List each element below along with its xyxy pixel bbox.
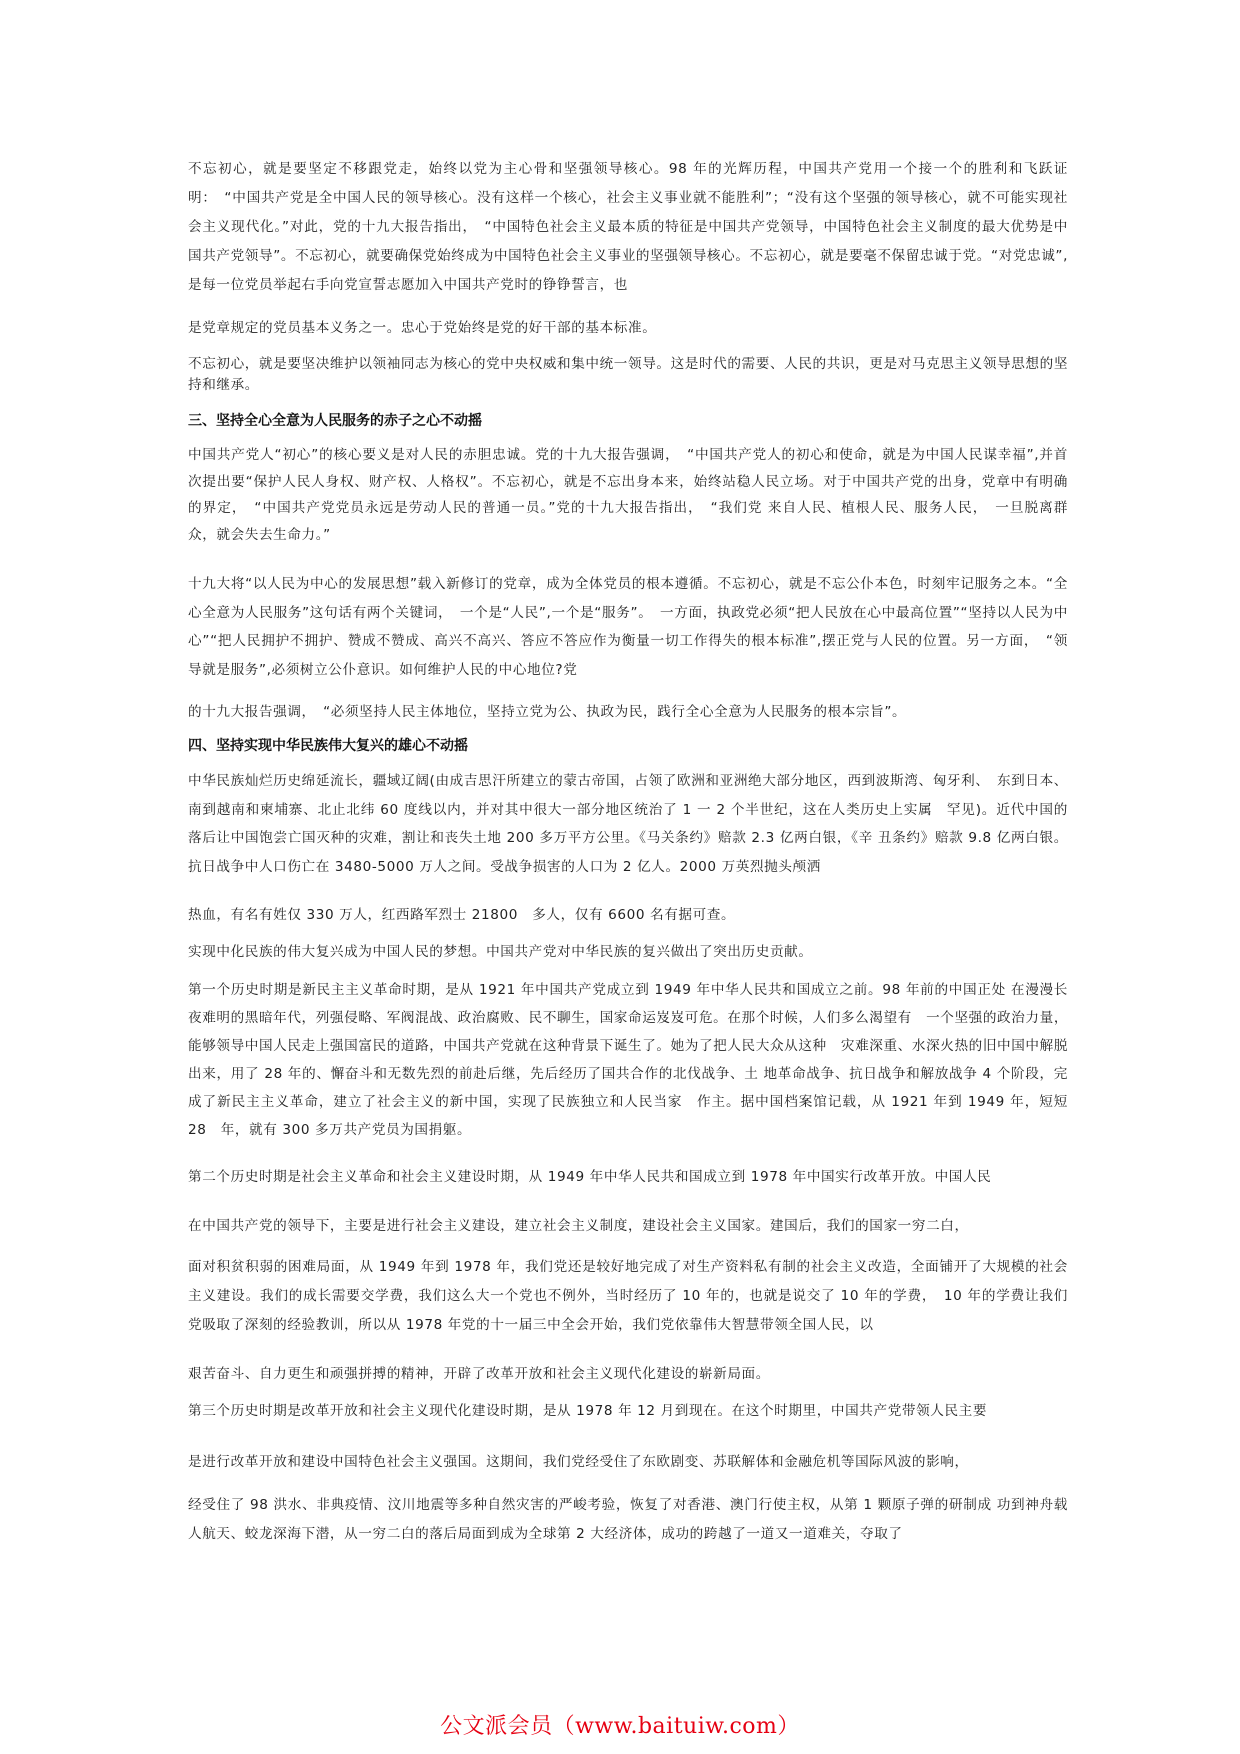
paragraph: 是进行改革开放和建设中国特色社会主义强国。这期间，我们党经受住了东欧剧变、苏联解体和金融危机等国际风波的影响，	[188, 1454, 969, 1470]
paragraph: 在中国共产党的领导下，主要是进行社会主义建设，建立社会主义制度，建设社会主义国家。建国后，我们的国家一穷二白，	[188, 1218, 969, 1234]
paragraph: 实现中化民族的伟大复兴成为中国人民的梦想。中国共产党对中华民族的复兴做出了突出历史贡献。	[188, 944, 813, 960]
paragraph: 第三个历史时期是改革开放和社会主义现代化建设时期，是从 1978 年 12 月到现在。在这个时期里，中国共产党带领人民主要	[188, 1403, 988, 1419]
paragraph: 的十九大报告强调， “必须坚持人民主体地位，坚持立党为公、执政为民，践行全心全意为人民服务的根本宗旨”。	[188, 704, 907, 720]
section-heading: 四、坚持实现中华民族伟大复兴的雄心不动摇	[188, 738, 468, 754]
paragraph: 中华民族灿烂历史绵延流长，疆域辽阔(由成吉思汗所建立的蒙古帝国，占领了欧洲和亚洲绝大部分地区，西到波斯湾、匈牙利、 东到日本、南到越南和柬埔寨、北止北纬 60 度线以内，并对其中很大一部分地区统治了 1 一 2 个半世纪，这在人类历史上实属 罕见)。近代中国的落后让中国饱尝亡国灭种的灾难，割让和丧失土地 200 多万平方公里。《马关条约》赔款 2.3 亿两白银，《辛 丑条约》赔款 9.8 亿两白银。抗日战争中人口伤亡在 3480-5000 万人之间。受战争损害的人口为 2 亿人。2000 万英烈抛头颅洒	[188, 773, 1068, 875]
paragraph: 十九大将“以人民为中心的发展思想”载入新修订的党章，成为全体党员的根本遵循。不忘初心，就是不忘公仆本色，时刻牢记服务之本。“全心全意为人民服务”这句话有两个关键词， 一个是“人民”,一个是“服务”。 一方面，执政党必须“把人民放在心中最高位置”“坚持以人民为中心”“把人民拥护不拥护、赞成不赞成、高兴不高兴、答应不答应作为衡量一切工作得失的根本标准”,摆正党与人民的位置。另一方面， “领导就是服务”,必须树立公仆意识。如何维护人民的中心地位?党	[188, 576, 1068, 678]
footer-watermark: 公文派会员（www.baituiw.com）	[440, 1714, 800, 1739]
paragraph: 中国共产党人“初心”的核心要义是对人民的赤胆忠诚。党的十九大报告强调， “中国共产党人的初心和使命，就是为中国人民谋幸福”,并首次提出要“保护人民人身权、财产权、人格权”。不忘初心，就是不忘出身本来，始终站稳人民立场。对于中国共产党的出身，党章中有明确的界定， “中国共产党党员永远是劳动人民的普通一员。”党的十九大报告指出， “我们党 来自人民、植根人民、服务人民， 一旦脱离群众，就会失去生命力。”	[188, 447, 1068, 543]
paragraph: 经受住了 98 洪水、非典疫情、汶川地震等多种自然灾害的严峻考验，恢复了对香港、澳门行使主权，从第 1 颗原子弹的研制成 功到神舟载人航天、蛟龙深海下潜，从一穷二白的落后局面到成为全球第 2 大经济体，成功的跨越了一道又一道难关，夺取了	[188, 1497, 1068, 1542]
paragraph: 第一个历史时期是新民主主义革命时期，是从 1921 年中国共产党成立到 1949 年中华人民共和国成立之前。98 年前的中国正处 在漫漫长夜难明的黑暗年代，列强侵略、军阀混战、政治腐败、民不聊生，国家命运岌岌可危。在那个时候，人们多么渴望有 一个坚强的政治力量，能够领导中国人民走上强国富民的道路，中国共产党就在这种背景下诞生了。她为了把人民大众从这种 灾难深重、水深火热的旧中国中解脱出来，用了 28 年的、懈奋斗和无数先烈的前赴后继，先后经历了国共合作的北伐战争、土 地革命战争、抗日战争和解放战争 4 个阶段，完成了新民主主义革命，建立了社会主义的新中国，实现了民族独立和人民当家 作主。据中国档案馆记载，从 1921 年到 1949 年，短短 28 年，就有 300 多万共产党员为国捐躯。	[188, 982, 1069, 1138]
document-body	[188, 155, 1068, 1549]
paragraph: 是党章规定的党员基本义务之一。忠心于党始终是党的好干部的基本标准。	[188, 320, 657, 336]
paragraph: 热血，有名有姓仅 330 万人，红西路军烈士 21800 多人，仅有 6600 名有据可查。	[188, 907, 736, 923]
paragraph: 第二个历史时期是社会主义革命和社会主义建设时期，从 1949 年中华人民共和国成立到 1978 年中国实行改革开放。中国人民	[188, 1169, 992, 1185]
section-heading: 三、坚持全心全意为人民服务的赤子之心不动摇	[188, 413, 482, 429]
paragraph: 面对积贫积弱的困难局面，从 1949 年到 1978 年，我们党还是较好地完成了对生产资料私有制的社会主义改造，全面铺开了大规模的社会主义建设。我们的成长需要交学费，我们这么大一个党也不例外，当时经历了 10 年的，也就是说交了 10 年的学费， 10 年的学费让我们党吸取了深刻的经验教训，所以从 1978 年党的十一届三中全会开始，我们党依靠伟大智慧带领全国人民，以	[188, 1259, 1068, 1333]
paragraph: 不忘初心，就是要坚决维护以领袖同志为核心的党中央权威和集中统一领导。这是时代的需要、人民的共识，更是对马克思主义领导思想的坚持和继承。	[188, 356, 1069, 393]
paragraph: 艰苦奋斗、自力更生和顽强拼搏的精神，开辟了改革开放和社会主义现代化建设的崭新局面。	[188, 1366, 770, 1382]
paragraph: 不忘初心，就是要坚定不移跟党走，始终以党为主心骨和坚强领导核心。98 年的光辉历程，中国共产党用一个接一个的胜利和飞跃证明： “中国共产党是全中国人民的领导核心。没有这样一个核心，社会主义事业就不能胜利”；“没有这个坚强的领导核心，就不可能实现社会主义现代化。”对此，党的十九大报告指出， “中国特色社会主义最本质的特征是中国共产党领导，中国特色社会主义制度的最大优势是中国共产党领导”。不忘初心，就要确保党始终成为中国特色社会主义事业的坚强领导核心。不忘初心，就是要毫不保留忠诚于党。“对党忠诚”,是每一位党员举起右手向党宣誓志愿加入中国共产党时的铮铮誓言，也	[188, 161, 1068, 293]
